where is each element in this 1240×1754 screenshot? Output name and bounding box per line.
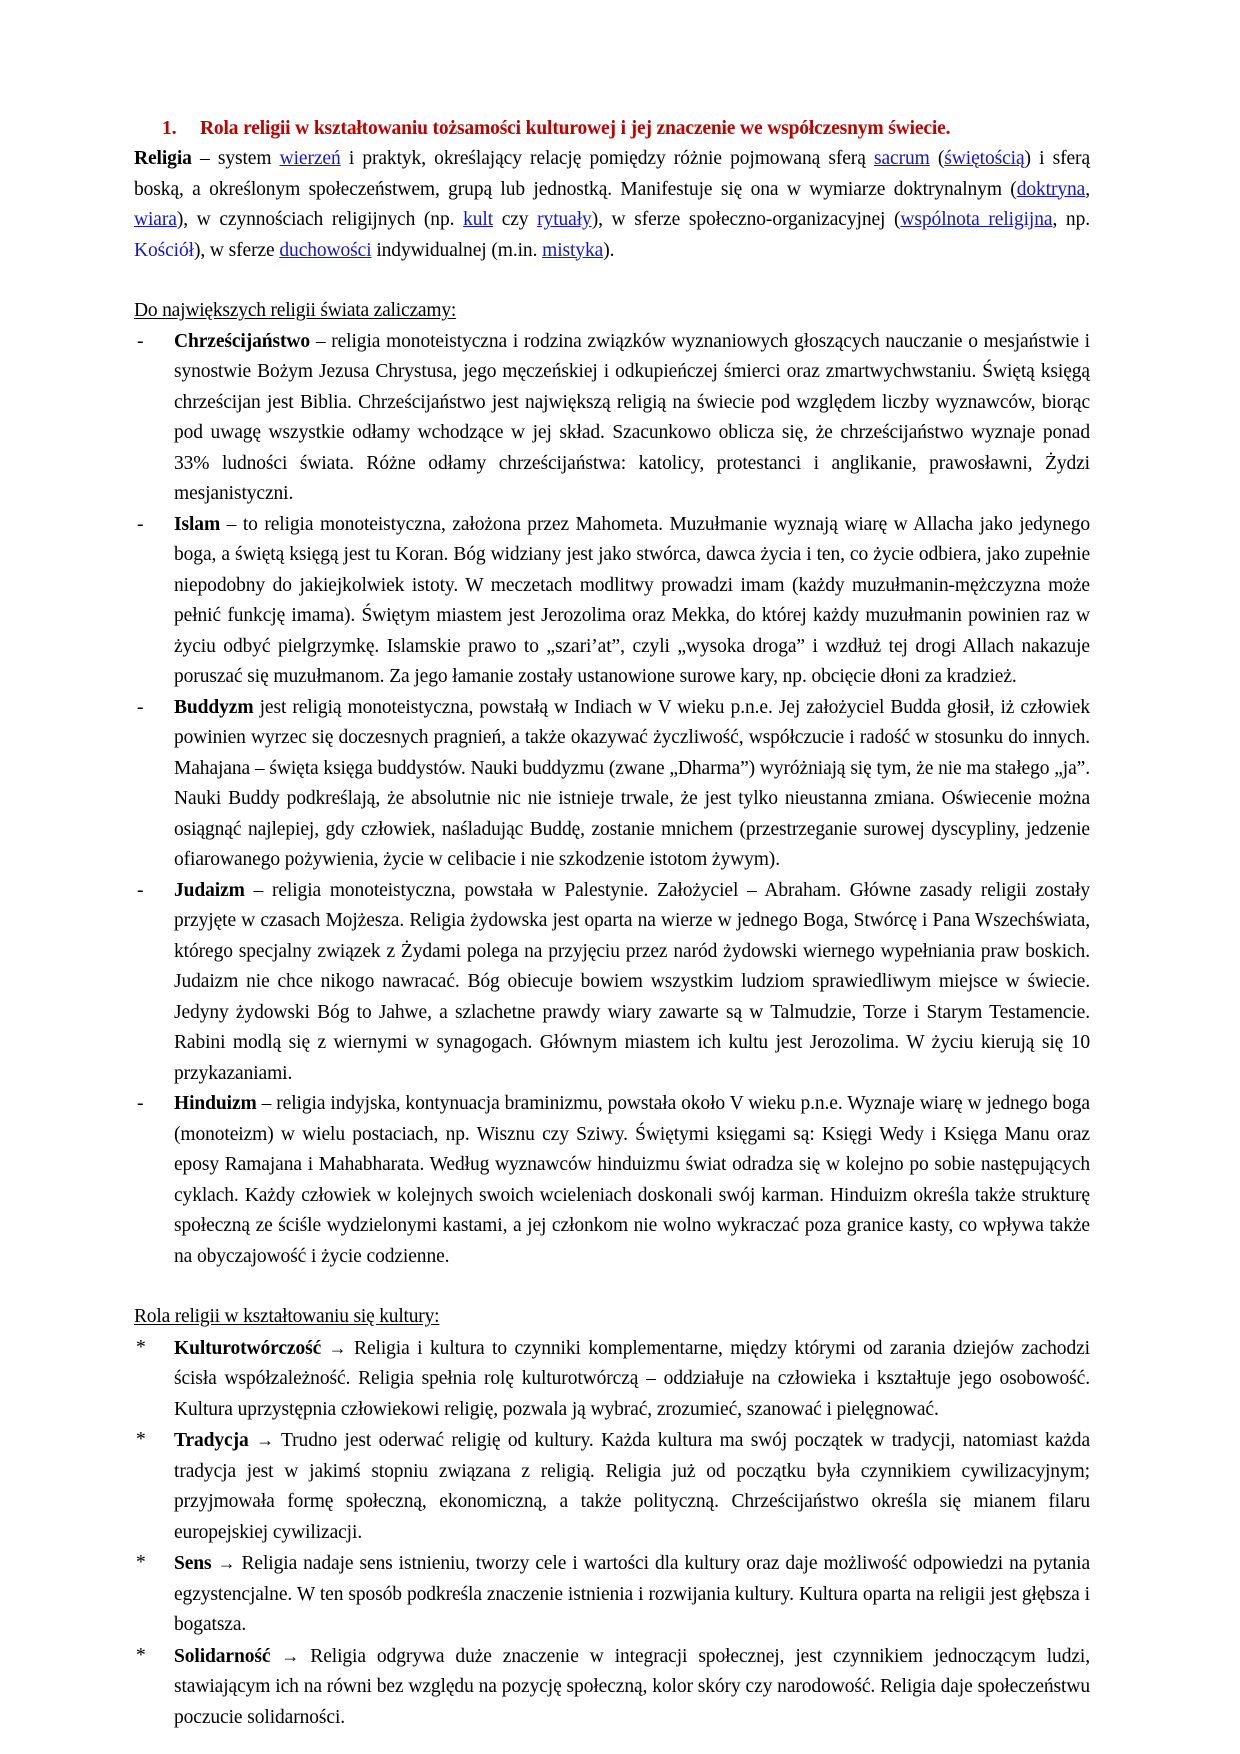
list-item — [134, 1641, 1090, 1734]
religion-text: – to religia monoteistyczna, założona przez Mahometa. Muzułmanie wyznają wiarę w Allacha jako jedynego boga, a świętą księgą jest tu Koran. Bóg widziany jest jako stwórca, dawca życia i ten, co życie odbiera, jako zupełnie niepodobny do jakiejkolwiek istoty. W meczetach modlitwy prowadzi imam (każdy muzułmanin-mężczyzna może pełnić funkcję imama). Świętym miastem jest Jerozolima oraz Mekka, do której każdy muzułmanin powinien raz w życiu odbyć pielgrzymkę. Islamskie prawo to „szari’at”, czyli „wysoka droga” i wzdłuż tej drogi Allach nakazuje poruszać się muzułmanom. Za jego łamanie zostały ustanowione surowe kary, np. obcięcie dłoni za kradzież. — [174, 513, 1090, 687]
link-kosciol[interactable]: Kościół — [134, 239, 194, 261]
religion-term: Chrześcijaństwo — [174, 330, 311, 352]
role-text: Religia i kultura to czynniki komplementarne, między którymi od zarania dziejów zachodzi ścisła współzależność. Religia spełnia rolę kulturotwórczą – oddziałuje na człowieka i kształtuje jego osobowość. Kultura uprzystępnia człowiekowi religię, pozwala ją wybrać, zrozumieć, szanować i pielęgnować. — [174, 1337, 1090, 1420]
list-item — [134, 876, 1090, 1090]
intro-seg8: ), w sferze społeczno-organizacyjnej ( — [591, 209, 901, 230]
list-item — [134, 1333, 1090, 1426]
role-term: Solidarność — [174, 1645, 271, 1667]
dash-marker-icon: - — [137, 330, 144, 352]
title-text: Rola religii w kształtowaniu tożsamości kulturowej i jej znaczenie we współczesnym świecie. — [200, 118, 951, 139]
asterisk-marker-icon: * — [136, 1336, 146, 1358]
link-mistyka[interactable]: mistyka — [542, 239, 604, 261]
intro-seg12: ). — [603, 239, 615, 261]
role-text: Religia nadaje sens istnieniu, tworzy cele i wartości dla kultury oraz daje możliwość odpowiedzi na pytania egzystencjalne. W ten sposób podkreśla znaczenie istnienia i rozwijania kultury. Kultura oparta na religii jest głębsza i bogatsza. — [174, 1553, 1090, 1635]
religion-text: – religia monoteistyczna, powstała w Palestynie. Założyciel – Abraham. Główne zasady religii zostały przyjęte w czasach Mojżesza. Religia żydowska jest oparta na wierze w jednego Boga, Stwórcę i Pana Wszechświata, którego specjalny związek z Żydami polega na przyjęciu przez naród żydowski wiernego wypełniania praw boskich. Judaizm nie chce nikogo nawracać. Bóg obiecuje bowiem wszystkim ludziom sprawiedliwym miejsce w świecie. Jedyny żydowski Bóg to Jahwe, a szlachetne prawdy wiary zawarte są w Talmudzie, Torze i Starym Testamencie. Rabini modlą się z wiernymi w synagogach. Głównym miastem ich kultu jest Jerozolima. W życiu kierują się 10 przykazaniami. — [174, 879, 1090, 1084]
religion-text: – religia monoteistyczna i rodzina związków wyznaniowych głoszących nauczanie o mesjaństwie i synostwie Bożym Jezusa Chrystusa, jego męczeńskiej i odkupieńczej śmierci oraz zmartwychwstaniu. Świętą księgą chrześcijan jest Biblia. Chrześcijaństwo jest największą religią na świecie pod względem liczby wyznawców, biorąc pod uwagę wszystkie odłamy wchodzące w jej skład. Szacunkowo oblicza się, że chrześcijaństwo wyznaje ponad 33% ludności świata. Różne odłamy chrześcijaństwa: katolicy, protestanci i anglikanie, prawosławni, Żydzi mesjanistyczni. — [174, 330, 1090, 504]
link-duchowosci[interactable]: duchowości — [279, 239, 372, 261]
list-item-body — [174, 1333, 1090, 1426]
section-heading-culture: Rola religii w kształtowaniu się kultury: — [134, 1306, 440, 1327]
list-item — [134, 510, 1090, 693]
intro-seg3: ( — [929, 148, 945, 169]
role-term: Tradycja — [174, 1430, 249, 1451]
list-item — [134, 1425, 1090, 1548]
dash-marker-icon: - — [137, 879, 144, 901]
list-item — [134, 693, 1090, 876]
list-item — [134, 1089, 1090, 1272]
arrow-right-icon: → — [217, 1553, 236, 1573]
intro-seg1: – system — [191, 148, 280, 169]
link-kult[interactable]: kult — [463, 209, 494, 230]
intro-seg2: i praktyk, określający relację pomiędzy różnie pojmowaną sferą — [340, 148, 874, 169]
religion-term: Buddyzm — [174, 696, 254, 718]
document-body — [134, 118, 1090, 1733]
link-wiara[interactable]: wiara — [134, 209, 177, 230]
religion-term: Islam — [174, 513, 221, 535]
role-text: Trudno jest oderwać religię od kultury. Każda kultura ma swój początek w tradycji, natomiast każda tradycja jest w jakimś stopniu związana z religią. Religia już od początku była czynnikiem cywilizacyjnym; przyjmowała formę społeczną, ekonomiczną, a także polityczną. Chrześcijaństwo określa się mianem filaru europejskiej cywilizacji. — [174, 1430, 1090, 1543]
asterisk-marker-icon: * — [136, 1552, 146, 1573]
list-item-body — [174, 510, 1090, 693]
religion-term: Hinduizm — [174, 1093, 257, 1114]
role-term: Sens — [174, 1553, 212, 1574]
list-item-body — [174, 1089, 1090, 1272]
list-item-body — [174, 876, 1090, 1090]
arrow-right-icon: → — [328, 1337, 347, 1358]
intro-seg9: , np. — [1052, 209, 1090, 230]
intro-seg5: , — [1085, 178, 1090, 200]
list-item-body — [174, 327, 1090, 510]
dash-marker-icon: - — [137, 513, 144, 535]
list-item-body — [174, 1425, 1090, 1548]
dash-marker-icon: - — [137, 696, 144, 718]
intro-seg11: indywidualnej (m.in. — [371, 239, 543, 261]
list-item — [134, 1548, 1090, 1641]
arrow-right-icon: → — [281, 1645, 300, 1666]
intro-seg7: czy — [493, 209, 538, 230]
dash-marker-icon: - — [137, 1093, 144, 1114]
link-wierzen[interactable]: wierzeń — [279, 148, 341, 169]
link-rytualy[interactable]: rytuały — [537, 209, 592, 230]
religion-text: jest religią monoteistyczna, powstałą w Indiach w V wieku p.n.e. Jej założyciel Budda głosił, iż człowiek powinien wyrzec się doczesnych pragnień, a także okazywać życzliwość, współczucie i radość w stosunku do innych. Mahajana – święta księga buddystów. Nauki buddyzmu (zwane „Dharma”) wyróżniają się tym, że nie ma stałego „ja”. Nauki Buddy podkreślają, że absolutnie nic nie istnieje trwale, że jest tylko nieustanna zmiana. Oświecenie można osiągnąć najlepiej, gdy człowiek, naśladując Buddę, zostanie mnichem (przestrzeganie surowej dyscypliny, jedzenie ofiarowanego pożywienia, życie w celibacie i nie szkodzenie istotom żywym). — [174, 696, 1090, 870]
link-sacrum[interactable]: sacrum — [873, 148, 930, 169]
religion-term: Judaizm — [174, 879, 245, 901]
asterisk-marker-icon: * — [136, 1429, 146, 1450]
intro-term: Religia — [134, 148, 192, 169]
intro-seg10: ), w sferze — [193, 239, 280, 261]
role-term: Kulturotwórczość — [174, 1337, 322, 1359]
list-item-body — [174, 693, 1090, 876]
page-title — [134, 118, 1090, 140]
section-heading-religions: Do największych religii świata zaliczamy: — [134, 300, 457, 321]
link-doktryna[interactable]: doktryna — [1016, 178, 1086, 200]
list-item-body — [174, 1641, 1090, 1734]
spacer — [134, 266, 1090, 296]
asterisk-marker-icon: * — [136, 1644, 146, 1666]
link-swietoscia[interactable]: świętością — [944, 148, 1025, 169]
culture-roles-list — [134, 1333, 1090, 1734]
role-text: Religia odgrywa duże znaczenie w integracji społecznej, jest czynnikiem jednoczącym ludzi, stawiającym ich na równi bez względu na pozycję społeczną, kolor skóry czy narodowość. Religia daje społeczeństwu poczucie solidarności. — [174, 1645, 1090, 1728]
list-item-body — [174, 1548, 1090, 1641]
intro-seg4: ) i sferą boską, a określonym społeczeństwem, grupą lub jednostką. Manifestuje się ona w wymiarze doktrynalnym ( — [134, 148, 1091, 200]
religions-list — [134, 327, 1090, 1273]
arrow-right-icon: → — [256, 1430, 274, 1450]
title-number: 1. — [162, 118, 177, 139]
intro-seg6: ), w czynnościach religijnych (np. — [176, 209, 464, 230]
link-wspolnota-religijna[interactable]: wspólnota religijna — [900, 209, 1053, 230]
intro-paragraph — [134, 144, 1090, 266]
spacer — [134, 1272, 1090, 1302]
list-item — [134, 327, 1090, 510]
religion-text: – religia indyjska, kontynuacja braminizmu, powstała około V wieku p.n.e. Wyznaje wiarę w jednego boga (monoteizm) w wielu postaciach, np. Wisznu czy Sziwy. Świętymi księgami są: Księgi Wedy i Księga Manu oraz eposy Ramajana i Mahabharata. Według wyznawców hinduizmu świat odradza się w kolejno po sobie następujących cyklach. Każdy człowiek w kolejnych swoich wcieleniach doskonali swój karman. Hinduizm określa także strukturę społeczną ze ściśle wydzielonymi kastami, a jej członkom nie wolno wykraczać poza granice kasty, co wpływa także na obyczajowość i życie codzienne. — [174, 1093, 1090, 1267]
